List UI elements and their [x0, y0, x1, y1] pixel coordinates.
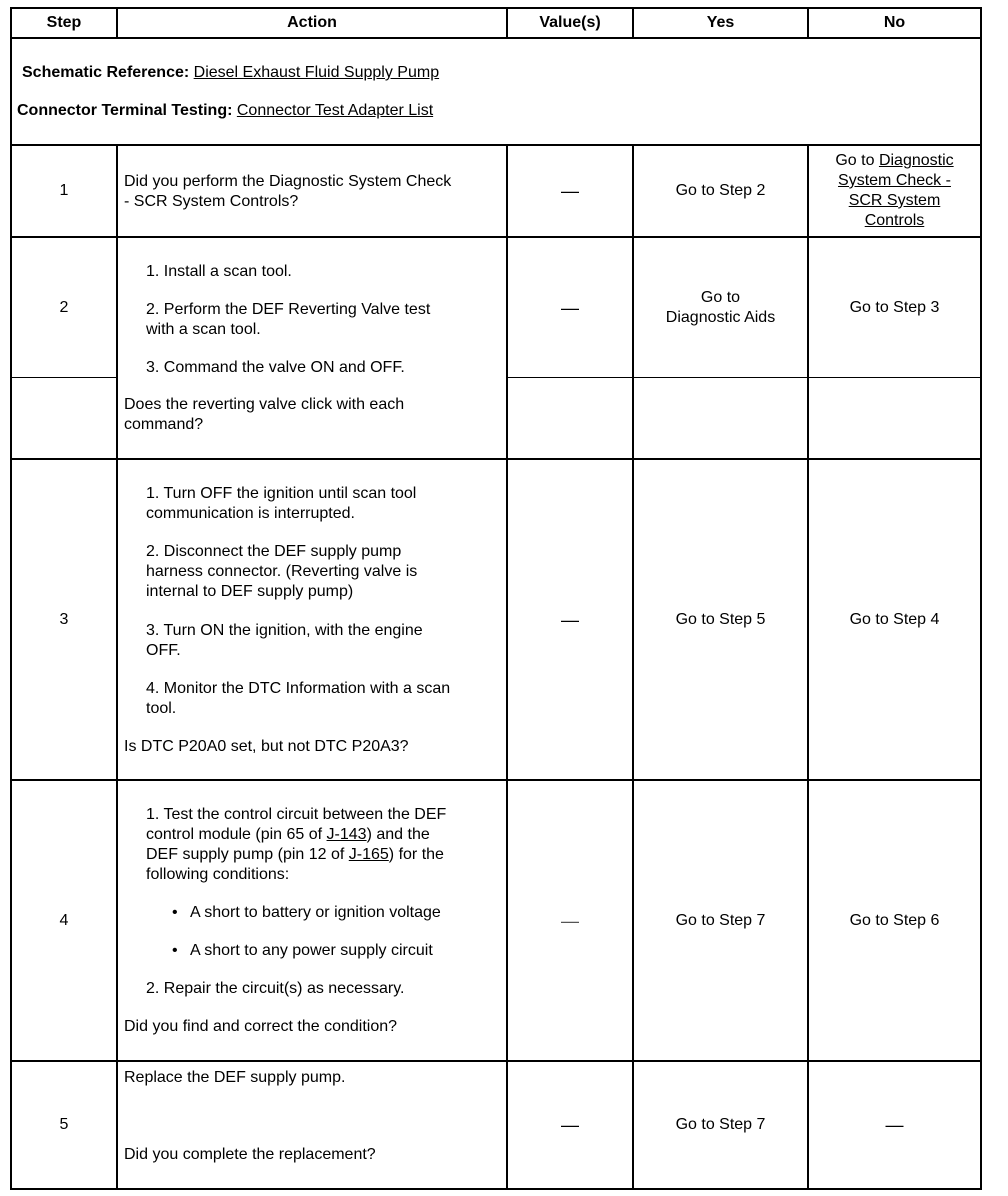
diagnostic-system-check-link[interactable]: Diagnostic: [878, 152, 954, 169]
step-number: 1: [59, 182, 69, 199]
step-1-question: [124, 172, 451, 212]
step-3-item: [146, 621, 423, 661]
step-no: —: [885, 1115, 904, 1135]
step-number: 5: [59, 1116, 69, 1133]
connector-testing-link[interactable]: Connector Test Adapter List: [236, 102, 434, 119]
step-2-yes: [634, 238, 807, 377]
item-line: OFF.: [146, 642, 181, 659]
connector-testing-label: Connector Terminal Testing:: [17, 102, 233, 119]
step-2-question: [124, 395, 404, 435]
step-3-question: Is DTC P20A0 set, but not DTC P20A3?: [124, 738, 409, 755]
header-values: Value(s): [539, 14, 601, 31]
item-line: harness connector. (Reverting valve is: [146, 563, 418, 580]
step-4-item: [146, 805, 446, 885]
header-action: Action: [287, 14, 337, 31]
item-line: [146, 825, 446, 845]
step-4-bullet: A short to battery or ignition voltage: [190, 904, 441, 921]
step-5-question: Did you complete the replacement?: [124, 1146, 376, 1163]
row-divider: [10, 37, 982, 39]
item-text: ) and the: [366, 826, 430, 843]
item-line: 3. Turn ON the ignition, with the engine: [146, 622, 423, 639]
schematic-reference: [22, 63, 439, 83]
step-yes: Go to Step 7: [675, 1116, 766, 1133]
step-value: —: [561, 297, 579, 318]
column-divider: [116, 145, 118, 1190]
item-line: 1. Test the control circuit between the DEF: [146, 806, 447, 823]
item-line: [146, 845, 446, 865]
item-line: with a scan tool.: [146, 321, 261, 338]
item-line: following conditions:: [146, 866, 290, 883]
diagnostic-aids-link[interactable]: Diagnostic Aids: [665, 308, 776, 326]
schematic-reference-label: Schematic Reference:: [22, 64, 190, 81]
bullet-icon: •: [172, 942, 178, 959]
step-5-action: Replace the DEF supply pump.: [124, 1069, 346, 1086]
step-2-item: 3. Command the valve ON and OFF.: [146, 359, 405, 376]
step-no: Go to Step 4: [849, 610, 940, 628]
step-value: —: [561, 1115, 579, 1135]
step-no: Go to Step 6: [849, 911, 940, 929]
header-step: Step: [46, 14, 82, 31]
j-143-link[interactable]: J-143: [326, 826, 367, 843]
step-number: 3: [59, 610, 69, 628]
question-line: - SCR System Controls?: [124, 193, 299, 210]
step-4-item: 2. Repair the circuit(s) as necessary.: [146, 980, 405, 997]
step-number: 4: [59, 911, 69, 929]
item-line: tool.: [146, 700, 177, 717]
no-prefix: Go to: [835, 152, 879, 169]
step-number: 2: [59, 298, 69, 316]
item-text: DEF supply pump (pin 12 of: [146, 846, 349, 863]
yes-line: Go to: [700, 288, 741, 306]
no-link-row: [835, 151, 953, 171]
schematic-reference-link[interactable]: Diesel Exhaust Fluid Supply Pump: [193, 64, 440, 81]
header-no: No: [883, 14, 906, 31]
step-3-item: [146, 542, 417, 602]
step-3-item: [146, 484, 416, 524]
diagnostic-system-check-link[interactable]: Controls: [864, 212, 925, 229]
item-text: ) for the: [388, 846, 444, 863]
step-yes: Go to Step 2: [675, 182, 766, 199]
diagnostic-system-check-link[interactable]: System Check -: [838, 172, 951, 189]
item-line: internal to DEF supply pump): [146, 583, 354, 600]
diagnostic-system-check-link[interactable]: SCR System: [848, 192, 941, 209]
row-divider: [10, 377, 116, 378]
step-4-bullet: A short to any power supply circuit: [190, 942, 433, 959]
row-divider: [507, 377, 982, 378]
item-text: control module (pin 65 of: [146, 826, 327, 843]
header-yes: Yes: [706, 14, 735, 31]
j-165-link[interactable]: J-165: [348, 846, 389, 863]
step-no: Go to Step 3: [849, 298, 940, 316]
item-line: 2. Perform the DEF Reverting Valve test: [146, 301, 431, 318]
question-line: command?: [124, 416, 204, 433]
step-2-item: 1. Install a scan tool.: [146, 263, 292, 280]
step-yes: Go to Step 7: [675, 911, 766, 929]
question-line: Did you perform the Diagnostic System Check: [124, 173, 452, 190]
item-line: 2. Disconnect the DEF supply pump: [146, 543, 402, 560]
step-2-item: [146, 300, 430, 340]
step-1-no: [809, 146, 980, 236]
step-3-item: [146, 679, 450, 719]
item-line: 4. Monitor the DTC Information with a scan: [146, 680, 451, 697]
step-value: —: [561, 609, 579, 630]
connector-testing: [17, 101, 433, 121]
step-yes: Go to Step 5: [675, 610, 766, 628]
item-line: 1. Turn OFF the ignition until scan tool: [146, 485, 417, 502]
step-value: —: [561, 181, 579, 201]
question-line: Does the reverting valve click with each: [124, 396, 405, 413]
step-4-question: Did you find and correct the condition?: [124, 1018, 398, 1035]
item-line: communication is interrupted.: [146, 505, 355, 522]
bullet-icon: •: [172, 904, 178, 921]
step-value: —: [561, 910, 579, 931]
